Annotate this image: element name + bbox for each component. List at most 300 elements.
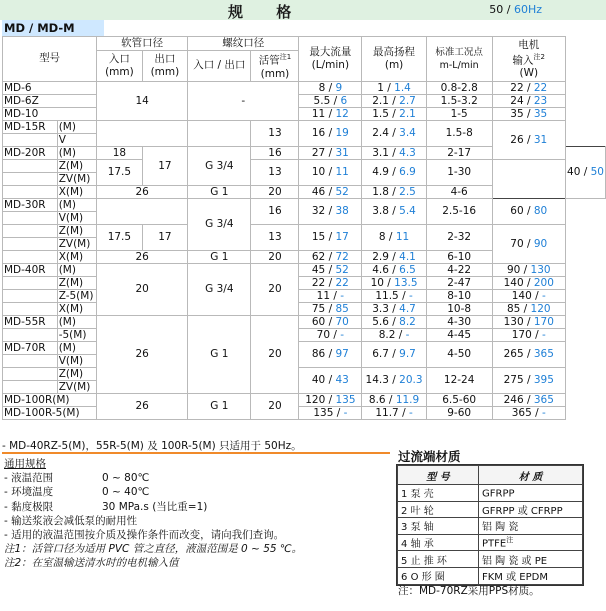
material-name: 铝 陶 瓷: [482, 522, 519, 534]
col-head-header: 最高扬程 (m): [362, 37, 427, 82]
material-part: [398, 501, 479, 518]
motor-input: 365 / -: [492, 406, 566, 419]
head-60hz: 2.5: [399, 185, 416, 198]
flow-50hz: 40: [311, 374, 326, 386]
std-point: 8-10: [426, 289, 492, 302]
model-name: [3, 237, 58, 250]
head-50hz: 3.8: [372, 205, 389, 217]
flow-60hz: 11: [335, 166, 349, 178]
model-name: MD-100R-5(M): [3, 406, 97, 419]
union-size: 20: [251, 393, 299, 419]
motor-50hz: 90: [506, 263, 521, 276]
model-variant: V(M): [57, 211, 96, 224]
flow-50hz: 10: [311, 166, 326, 178]
model-variant: V: [57, 133, 96, 146]
material-row: [398, 501, 583, 518]
flow-60hz: 38: [335, 205, 349, 217]
max-flow: 11 / 12: [299, 107, 362, 120]
flow-50hz: 62: [311, 250, 326, 263]
union-unit: (mm): [260, 67, 290, 80]
max-flow: 86 / 97: [299, 341, 362, 367]
motor-input: 140 / -: [492, 289, 566, 302]
flow-50hz: 135: [313, 406, 334, 419]
motor-input: 130 / 170: [492, 315, 566, 328]
table-row: [3, 159, 606, 172]
flow-60hz: 31: [335, 146, 349, 159]
motor-50hz: 140: [511, 289, 532, 302]
divider-line: [2, 452, 390, 454]
max-flow: 75 / 85: [299, 302, 362, 315]
table-row: [3, 224, 606, 237]
std-point: 4-50: [426, 341, 492, 367]
hose-in: 20: [97, 263, 188, 315]
part-number: 1: [401, 489, 408, 501]
motor-input: 85 / 120: [492, 302, 566, 315]
model-name: [3, 133, 58, 146]
motor-50hz: 275: [503, 374, 524, 386]
max-flow: 40 / 43: [299, 367, 362, 393]
head-50hz: 6.7: [372, 348, 389, 360]
std-point: 4-30: [426, 315, 492, 328]
spec-item: [4, 500, 302, 514]
motor-unit: (W): [519, 66, 539, 79]
model-variant: X(M): [57, 250, 96, 263]
model-name: [3, 211, 58, 224]
motor-input: 70 / 90: [492, 224, 566, 263]
spec-value: 0 ~ 40℃: [102, 486, 150, 499]
motor-60hz: 170: [533, 315, 554, 328]
part-name: 轴 承: [410, 539, 434, 551]
table-row: [3, 315, 606, 328]
spec-table: [2, 36, 606, 420]
table-row: [3, 367, 606, 380]
material-value: [479, 518, 583, 535]
std-point: 2-17: [426, 146, 492, 159]
model-variant: (M): [57, 146, 96, 159]
part-name: 泵 壳: [410, 489, 434, 501]
model-variant: ZV(M): [57, 237, 96, 250]
head-50hz: 8.6: [368, 393, 386, 406]
general-heading: 通用规格: [4, 458, 46, 470]
spec-value: 0 ~ 80℃: [102, 472, 150, 485]
max-head: 11.7 / -: [362, 406, 427, 419]
head-60hz: -: [405, 328, 410, 341]
motor-50hz: 85: [506, 302, 521, 315]
materials-head-model: 型 号: [398, 466, 479, 485]
model-variant: V(M): [57, 354, 96, 367]
flow-50hz: 27: [311, 146, 326, 159]
flow-50hz: 11: [316, 289, 331, 302]
max-flow: 10 / 11: [299, 159, 362, 185]
model-name: [3, 289, 58, 302]
table-row: [3, 289, 606, 302]
motor-input: 24 / 23: [492, 94, 566, 107]
std-point: 1.5-3.2: [426, 94, 492, 107]
flow-50hz: 5.5: [313, 94, 331, 107]
material-row: [398, 485, 583, 502]
flow-50hz: 86: [311, 348, 326, 360]
motor-50hz: 26: [510, 133, 524, 146]
motor-50hz: 22: [510, 81, 524, 94]
max-head: 4.6 / 6.5: [362, 263, 427, 276]
motor-input: 275 / 395: [492, 367, 566, 393]
spec-key: - 黏度极限: [4, 500, 54, 513]
hose-in: 14: [97, 81, 188, 120]
head-50hz: 8: [378, 231, 386, 243]
model-name: [3, 302, 58, 315]
std-point: 6.5-60: [426, 393, 492, 406]
motor-input: 26 / 31: [492, 120, 566, 159]
flow-60hz: -: [340, 289, 345, 302]
hose-in: [97, 120, 188, 146]
materials-head-material: 材 质: [479, 466, 583, 485]
col-thread-header: 螺纹口径: [188, 37, 299, 51]
col-flow-header: 最大流量 (L/min): [299, 37, 362, 82]
motor-50hz: 70: [510, 237, 524, 250]
model-name: [3, 250, 58, 263]
motor-50hz: 35: [510, 107, 524, 120]
flow-60hz: 9: [335, 81, 343, 94]
head-60hz: 5.4: [399, 205, 416, 217]
flow-50hz: 11: [311, 107, 326, 120]
model-name: [3, 159, 58, 172]
motor-60hz: -: [542, 406, 546, 419]
std-point: 4-6: [426, 185, 492, 198]
std-point: 1.5-8: [426, 120, 492, 146]
std-point: 1-30: [426, 159, 492, 185]
max-head: 2.9 / 4.1: [362, 250, 427, 263]
motor-50hz: 40: [567, 166, 581, 178]
materials-table-box: [396, 464, 584, 586]
hose-in: 26: [97, 185, 188, 198]
material-part: [398, 485, 479, 502]
std-point: 2-47: [426, 276, 492, 289]
max-head: 3.3 / 4.7: [362, 302, 427, 315]
max-head: 2.1 / 2.7: [362, 94, 427, 107]
note-2: 注2：在室温输送清水时的电机输入值: [4, 557, 179, 570]
motor-50hz: 365: [511, 406, 532, 419]
motor-input: 22 / 22: [492, 81, 566, 94]
head-60hz: 6.9: [399, 166, 416, 178]
flow-60hz: 70: [335, 315, 349, 328]
material-name: GFRPP 或 CFRPP: [482, 505, 563, 517]
max-head: 4.9 / 6.9: [362, 159, 427, 185]
model-variant: Z(M): [57, 159, 96, 172]
motor-60hz: 22: [533, 81, 548, 94]
frequency-label: [489, 3, 542, 16]
part-number: 2: [401, 505, 408, 517]
max-flow: 8 / 9: [299, 81, 362, 94]
head-60hz: 8.2: [399, 315, 416, 328]
model-name: MD-10: [3, 107, 97, 120]
motor-label: 电机 输入: [512, 39, 540, 67]
max-flow: 11 / -: [299, 289, 362, 302]
part-name: 叶 轮: [410, 505, 434, 517]
head-50hz: 3.1: [372, 146, 389, 159]
max-flow: 5.5 / 6: [299, 94, 362, 107]
table-row: [3, 263, 606, 276]
motor-input: 140 / 200: [492, 276, 566, 289]
spec-key: - 液温范围: [4, 472, 54, 485]
std-point: 1-5: [426, 107, 492, 120]
model-variant: (M): [57, 263, 96, 276]
head-60hz: 13.5: [394, 276, 418, 289]
model-name: MD-30R: [3, 198, 58, 211]
std-point: 4-45: [426, 328, 492, 341]
materials-table: [397, 465, 583, 585]
head-60hz: 11: [395, 231, 410, 243]
model-variant: (M): [57, 341, 96, 354]
hose-out: 17: [142, 146, 188, 185]
part-number: 4: [401, 539, 408, 551]
max-head: 5.6 / 8.2: [362, 315, 427, 328]
motor-60hz: 50: [590, 166, 604, 178]
motor-input: 246 / 365: [492, 393, 566, 406]
hz-50: 50 /: [489, 3, 511, 16]
flow-60hz: 85: [335, 302, 349, 315]
max-head: 10 / 13.5: [362, 276, 427, 289]
head-50hz: 14.3: [365, 374, 389, 386]
union-note-sup: 注1: [279, 53, 292, 61]
material-row: [398, 567, 583, 584]
col-hose-out: 出口 (mm): [142, 51, 188, 82]
flow-50hz: 60: [311, 315, 326, 328]
col-motor-header: [492, 37, 566, 82]
head-50hz: 2.1: [372, 94, 389, 107]
table-row: [3, 198, 606, 211]
materials-title: 过流端材质: [398, 449, 461, 464]
model-variant: -5(M): [57, 328, 96, 341]
union-size: 16: [251, 146, 299, 159]
head-60hz: 2.7: [399, 94, 416, 107]
table-row: [3, 185, 606, 198]
thread-size: G 3/4: [188, 198, 251, 250]
head-60hz: 11.9: [395, 393, 420, 406]
flow-50hz: 70: [316, 328, 331, 341]
head-50hz: 11.7: [375, 406, 399, 419]
motor-input: 40 / 50: [566, 146, 606, 198]
page-title: 规 格: [228, 3, 306, 21]
flow-60hz: 52: [335, 263, 349, 276]
spec-item: [4, 471, 302, 485]
union-label: 活管: [258, 54, 280, 67]
hose-in: 26: [97, 250, 188, 263]
std-point: 6-10: [426, 250, 492, 263]
motor-60hz: 35: [533, 107, 548, 120]
union-size: 13: [251, 159, 299, 185]
flow-60hz: -: [343, 406, 348, 419]
material-part: [398, 567, 479, 584]
max-flow: 15 / 17: [299, 224, 362, 250]
head-50hz: 1.5: [372, 107, 389, 120]
motor-50hz: 140: [503, 276, 524, 289]
flow-50hz: 16: [311, 127, 326, 139]
model-name: [3, 367, 58, 380]
material-name: PTFE: [482, 538, 507, 550]
flow-50hz: 22: [311, 276, 326, 289]
spec-key: - 环境温度: [4, 486, 54, 499]
motor-input: 90 / 130: [492, 263, 566, 276]
flow-60hz: 97: [335, 348, 349, 360]
thread-size: G 1: [188, 393, 251, 419]
hose-out: 17: [142, 224, 188, 250]
materials-footnote: 注：MD-70RZ采用PPS材质。: [398, 585, 540, 597]
max-flow: 32 / 38: [299, 198, 362, 224]
model-name: MD-6Z: [3, 94, 97, 107]
model-name: [3, 224, 58, 237]
model-variant: X(M): [57, 302, 96, 315]
model-variant: ZV(M): [57, 380, 96, 393]
model-name: [3, 276, 58, 289]
head-60hz: 4.1: [399, 250, 416, 263]
thread-size: G 1: [188, 250, 251, 263]
note-1: 注1：活管口径为适用 PVC 管之直径，液温范围是 0 ~ 55 ℃。: [4, 543, 303, 556]
head-60hz: 1.4: [394, 81, 411, 94]
thread-size: G 3/4: [188, 146, 251, 185]
union-size: 13: [251, 224, 299, 250]
col-hose-header: 软管口径: [97, 37, 188, 51]
flow-60hz: 17: [335, 231, 349, 243]
max-flow: 16 / 19: [299, 120, 362, 146]
motor-50hz: 60: [510, 205, 524, 217]
model-name: [3, 172, 58, 185]
max-head: 2.4 / 3.4: [362, 120, 427, 146]
flow-60hz: 12: [335, 107, 349, 120]
union-size: 20: [251, 250, 299, 263]
model-name: MD-15R: [3, 120, 58, 133]
col-model-header: 型号: [3, 37, 97, 82]
flow-50hz: 8: [318, 81, 326, 94]
thread-size: G 1: [188, 185, 251, 198]
motor-60hz: -: [542, 289, 546, 302]
motor-50hz: 24: [510, 94, 524, 107]
head-60hz: 4.3: [399, 146, 416, 159]
flow-50hz: 32: [311, 205, 326, 217]
model-name: [3, 380, 58, 393]
model-name: [3, 354, 58, 367]
table-row: [3, 328, 606, 341]
motor-60hz: 80: [533, 205, 548, 217]
max-flow: 70 / -: [299, 328, 362, 341]
head-60hz: 9.7: [399, 348, 416, 360]
table-row: [3, 94, 606, 107]
head-50hz: 4.9: [372, 166, 389, 178]
freq-note: - MD-40RZ-5(M)，55R-5(M) 及 100R-5(M) 只适用于 50Hz。: [2, 440, 302, 452]
head-60hz: -: [408, 406, 413, 419]
motor-50hz: 170: [511, 328, 532, 341]
union-size: 13: [251, 120, 299, 146]
head-50hz: 4.6: [372, 263, 389, 276]
head-50hz: 3.3: [372, 302, 389, 315]
flow-60hz: 135: [335, 393, 356, 406]
model-variant: X(M): [57, 185, 96, 198]
motor-50hz: 130: [503, 315, 524, 328]
motor-50hz: 246: [503, 393, 524, 406]
material-name: FKM 或 EPDM: [482, 572, 548, 584]
hose-in: 26: [97, 315, 188, 393]
col-thread-inout: 入口 / 出口: [188, 51, 251, 82]
max-flow: 22 / 22: [299, 276, 362, 289]
std-point: 10-8: [426, 302, 492, 315]
union-size: 20: [251, 185, 299, 198]
material-row: [398, 551, 583, 568]
hose-in: 17.5: [97, 224, 143, 250]
table-row: [3, 107, 606, 120]
model-name: MD-6: [3, 81, 97, 94]
material-row: [398, 518, 583, 535]
std-point: 12-24: [426, 367, 492, 393]
part-name: 泵 轴: [410, 522, 434, 534]
motor-60hz: 90: [533, 237, 548, 250]
flow-60hz: -: [340, 328, 345, 341]
thread-size: G 1: [188, 315, 251, 393]
motor-note-sup: 注2: [533, 53, 545, 61]
general-spec: [4, 457, 302, 571]
max-head: 1.5 / 2.1: [362, 107, 427, 120]
thread-size: -: [188, 81, 299, 120]
part-number: 3: [401, 522, 408, 534]
head-50hz: 11.5: [375, 289, 399, 302]
motor-60hz: 395: [533, 374, 554, 386]
flow-50hz: 75: [311, 302, 326, 315]
part-name: O 形 圈: [410, 572, 445, 584]
motor-60hz: 365: [533, 393, 554, 406]
material-part: [398, 551, 479, 568]
flow-50hz: 45: [311, 263, 326, 276]
temp-range-note: - 适用的液温范围按介质及操作条件而改变，请向我们查询。: [4, 529, 285, 542]
model-name: MD-20R: [3, 146, 58, 159]
max-head: 1.8 / 2.5: [362, 185, 427, 198]
max-flow: 45 / 52: [299, 263, 362, 276]
hose-in: 17.5: [97, 159, 143, 185]
material-name: 铝 陶 瓷 或 PE: [482, 555, 548, 567]
max-flow: 46 / 52: [299, 185, 362, 198]
flow-60hz: 6: [340, 94, 348, 107]
union-size: 20: [251, 315, 299, 393]
model-name: MD-100R(M): [3, 393, 97, 406]
max-head: 3.1 / 4.3: [362, 146, 427, 159]
max-head: 8.6 / 11.9: [362, 393, 427, 406]
part-number: 5: [401, 555, 408, 567]
max-head: 1 / 1.4: [362, 81, 427, 94]
model-variant: Z(M): [57, 276, 96, 289]
hz-60: 60Hz: [513, 3, 542, 16]
max-head: 8 / 11: [362, 224, 427, 250]
max-head: 11.5 / -: [362, 289, 427, 302]
hose-in: 26: [97, 393, 188, 419]
col-thread-union: [251, 51, 299, 82]
flow-60hz: 72: [335, 250, 349, 263]
motor-60hz: 130: [530, 263, 551, 276]
max-head: 3.8 / 5.4: [362, 198, 427, 224]
flow-50hz: 15: [311, 231, 326, 243]
motor-60hz: 120: [530, 302, 551, 315]
model-name: MD-55R: [3, 315, 58, 328]
max-flow: 120 / 135: [299, 393, 362, 406]
model-name: [3, 328, 58, 341]
motor-60hz: 200: [533, 276, 554, 289]
hose-in: 18: [97, 146, 143, 159]
max-flow: 27 / 31: [299, 146, 362, 159]
model-name: MD-40R: [3, 263, 58, 276]
model-name: [3, 185, 58, 198]
flow-50hz: 46: [311, 185, 326, 198]
table-row: [3, 406, 606, 419]
spec-item: [4, 485, 302, 499]
head-50hz: 5.6: [372, 315, 389, 328]
head-50hz: 10: [370, 276, 384, 289]
table-row: [3, 276, 606, 289]
